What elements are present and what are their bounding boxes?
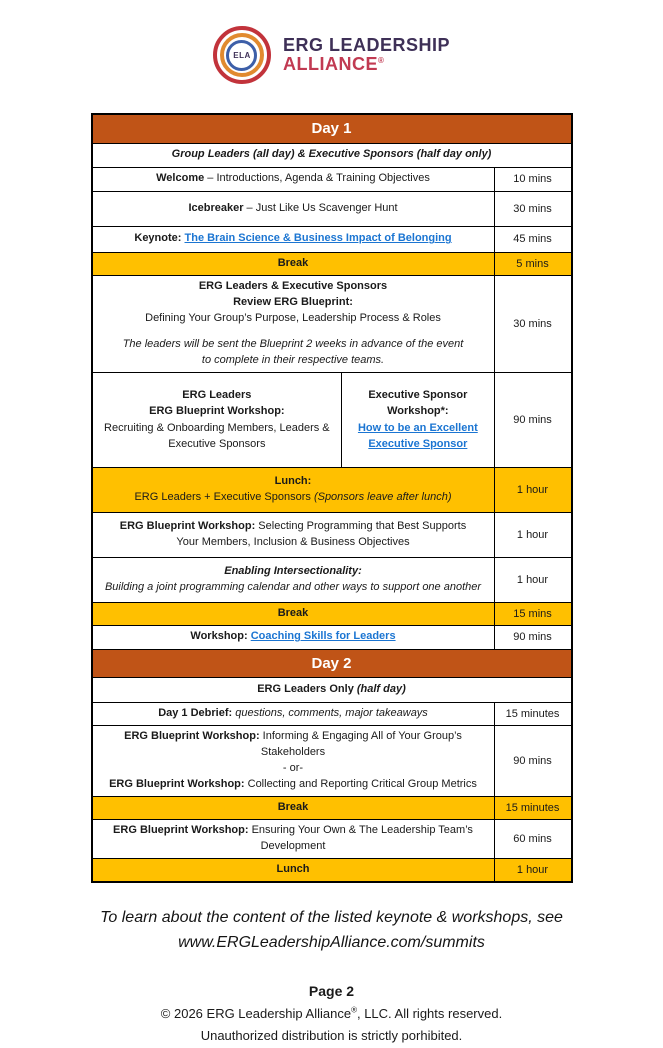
exec-sponsor-workshop-cell: Executive Sponsor Workshop*: How to be an Excellent Executive Sponsor xyxy=(357,388,478,451)
review-line2: Review ERG Blueprint: xyxy=(233,295,353,308)
review-line1: ERG Leaders & Executive Sponsors xyxy=(198,279,388,292)
row-welcome xyxy=(93,167,571,191)
exec-sponsor-workshop-link[interactable]: Executive Sponsor xyxy=(368,438,468,451)
logo-ring-orange xyxy=(220,33,264,77)
row-break-day2 xyxy=(93,796,571,819)
logo xyxy=(0,24,663,86)
logo-title-line1: ERG LEADERSHIP xyxy=(282,35,451,56)
agenda-table xyxy=(91,113,573,883)
row-blueprint-review xyxy=(93,275,571,372)
day1-title: Day 1 xyxy=(311,120,352,137)
day1-header-row xyxy=(93,115,571,143)
development-text: ERG Blueprint Workshop: Ensuring Your Own & The Leadership Team’s Development xyxy=(113,824,473,852)
row-lunch-day1 xyxy=(93,467,571,512)
duration-cell: 90 mins xyxy=(513,631,552,644)
welcome-text: Welcome – Introductions, Agenda & Training Objectives xyxy=(156,172,430,185)
lunch-label: Lunch xyxy=(276,862,310,875)
review-line3: Defining Your Group’s Purpose, Leadership Process & Roles xyxy=(145,311,441,324)
logo-initials: ELA xyxy=(233,50,251,60)
break-label: Break xyxy=(277,606,309,619)
summits-note: To learn about the content of the listed keynote & workshops, see www.ERGLeadershipAlliance.com/summits xyxy=(100,908,563,951)
row-parallel-workshops xyxy=(93,372,571,467)
icebreaker-text: Icebreaker – Just Like Us Scavenger Hunt xyxy=(188,201,398,214)
copyright: © 2026 ERG Leadership Alliance®, LLC. All rights reserved. Unauthorized distribution is strictly porhibited. xyxy=(160,1005,503,1044)
distribution-notice: Unauthorized distribution is strictly porhibited. xyxy=(200,1028,463,1044)
duration-cell: 15 minutes xyxy=(505,802,560,815)
row-keynote xyxy=(93,226,571,252)
row-coaching-workshop xyxy=(93,625,571,649)
break-label: Break xyxy=(277,256,309,269)
ela-logo-icon xyxy=(213,26,271,84)
logo-ring-blue xyxy=(226,40,257,71)
duration-cell: 15 mins xyxy=(513,607,552,620)
row-development xyxy=(93,819,571,858)
registered-mark: ® xyxy=(351,1005,357,1015)
page-number: Page 2 xyxy=(308,982,355,999)
logo-title-line2: ALLIANCE® xyxy=(282,54,385,74)
duration-cell: 10 mins xyxy=(513,173,552,186)
row-selecting-programming xyxy=(93,512,571,557)
review-note: The leaders will be sent the Blueprint 2 weeks in advance of the event to complete in their respective teams. xyxy=(122,337,464,366)
row-stakeholders-or-metrics xyxy=(93,725,571,796)
document-page xyxy=(0,24,663,1048)
duration-cell: 5 mins xyxy=(516,257,549,270)
day2-audience: ERG Leaders Only (half day) xyxy=(257,683,406,696)
registered-mark: ® xyxy=(377,56,385,65)
duration-cell: 90 mins xyxy=(513,413,552,426)
debrief-text: Day 1 Debrief: questions, comments, major takeaways xyxy=(158,707,428,720)
keynote-link[interactable]: The Brain Science & Business Impact of Belonging xyxy=(184,232,452,245)
row-break-2 xyxy=(93,602,571,625)
duration-cell: 1 hour xyxy=(516,573,549,586)
or-divider: - or- xyxy=(282,762,304,775)
row-lunch-day2 xyxy=(93,858,571,881)
lunch-label: Lunch: xyxy=(274,474,312,487)
coaching-skills-link[interactable]: Coaching Skills for Leaders xyxy=(250,630,396,643)
row-intersectionality xyxy=(93,557,571,602)
selecting-text: ERG Blueprint Workshop: Selecting Programming that Best Supports Your Members, Inclusion & Business Objectives xyxy=(119,519,467,548)
stakeholders-line1: ERG Blueprint Workshop: Informing & Engaging All of Your Group’s Stakeholders xyxy=(124,730,462,759)
duration-cell: 1 hour xyxy=(516,863,549,876)
intersectionality-body: Building a joint programming calendar and other ways to support one another xyxy=(104,580,482,593)
lunch-detail: ERG Leaders + Executive Sponsors (Sponsors leave after lunch) xyxy=(134,490,452,503)
day1-audience-row xyxy=(93,143,571,167)
day1-audience: Group Leaders (all day) & Executive Sponsors (half day only) xyxy=(171,148,492,161)
break-label: Break xyxy=(277,801,309,814)
duration-cell: 30 mins xyxy=(513,317,552,330)
erg-leaders-workshop-cell: ERG Leaders ERG Blueprint Workshop: Recruiting & Onboarding Members, Leaders & Executive Sponsors xyxy=(93,373,343,467)
exec-sponsor-workshop-link[interactable]: How to be an Excellent xyxy=(357,421,478,434)
stakeholders-line2: ERG Blueprint Workshop: Collecting and Reporting Critical Group Metrics xyxy=(109,778,477,791)
duration-cell: 1 hour xyxy=(516,528,549,541)
duration-cell: 90 mins xyxy=(513,755,552,768)
duration-cell: 1 hour xyxy=(516,483,549,496)
intersectionality-title: Enabling Intersectionality: xyxy=(224,564,362,577)
day2-header-row xyxy=(93,649,571,678)
summits-url: www.ERGLeadershipAlliance.com/summits xyxy=(178,933,485,951)
duration-cell: 45 mins xyxy=(513,233,552,246)
row-icebreaker xyxy=(93,191,571,226)
duration-cell: 60 mins xyxy=(513,833,552,845)
row-debrief xyxy=(93,702,571,725)
coaching-text: Workshop: Coaching Skills for Leaders xyxy=(190,630,396,643)
logo-wordmark xyxy=(283,36,450,74)
duration-cell: 30 mins xyxy=(513,202,552,215)
keynote-text: Keynote: The Brain Science & Business Impact of Belonging xyxy=(134,232,452,245)
duration-cell: 15 minutes xyxy=(505,708,560,721)
day2-audience-row xyxy=(93,677,571,702)
row-break-1 xyxy=(93,252,571,275)
day2-title: Day 2 xyxy=(311,654,352,672)
